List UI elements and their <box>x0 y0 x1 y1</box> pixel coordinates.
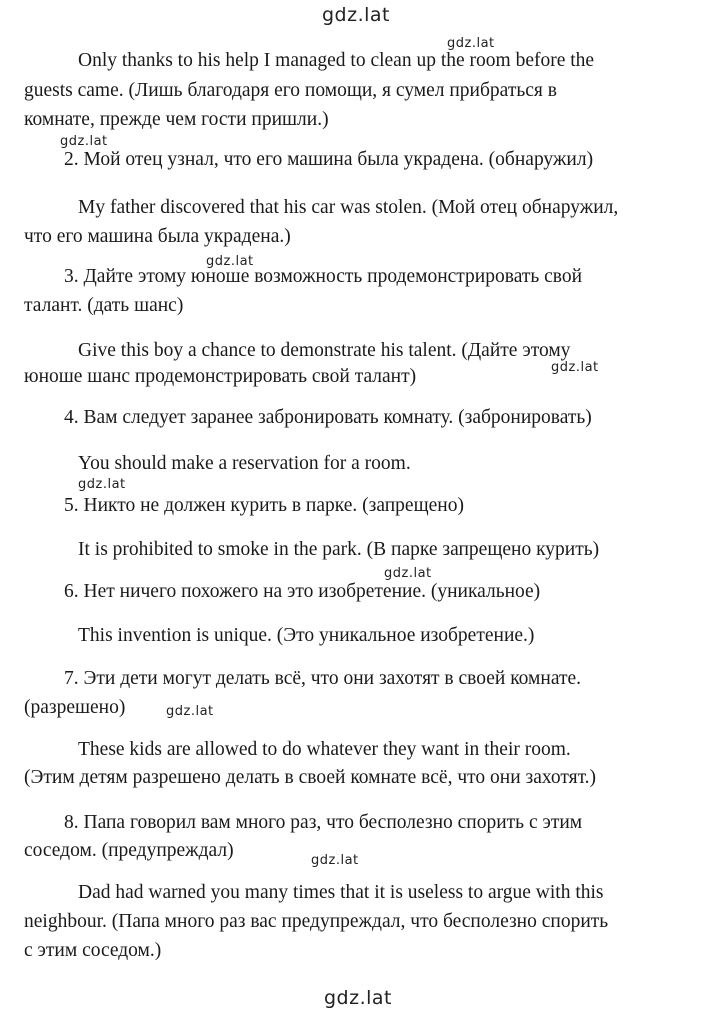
text-line: 6. Нет ничего похожего на это изобретение. (уникальное) <box>64 581 541 602</box>
text-line: 5. Никто не должен курить в парке. (запрещено) <box>64 495 464 516</box>
watermark-inline: gdz.lat <box>206 254 254 269</box>
text-line: guests came. (Лишь благодаря его помощи, я сумел прибраться в <box>24 80 557 101</box>
text-line: These kids are allowed to do whatever they want in their room. <box>78 739 571 760</box>
text-line: (разрешено) <box>24 697 126 718</box>
text-line: комнате, прежде чем гости пришли.) <box>24 109 329 130</box>
text-line: юноше шанс продемонстрировать свой талант) <box>24 366 417 387</box>
text-line: neighbour. (Папа много раз вас предупреждал, что бесполезно спорить <box>24 911 609 932</box>
text-line: талант. (дать шанс) <box>24 295 184 316</box>
text-line: с этим соседом.) <box>24 940 162 961</box>
text-line: 4. Вам следует заранее забронировать комнату. (забронировать) <box>64 407 592 428</box>
text-line: 8. Папа говорил вам много раз, что бесполезно спорить с этим <box>64 812 583 833</box>
watermark-inline: gdz.lat <box>384 566 432 581</box>
text-line: You should make a reservation for a room. <box>78 453 411 474</box>
text-line: Give this boy a chance to demonstrate his talent. (Дайте этому <box>78 340 571 361</box>
watermark-inline: gdz.lat <box>447 36 495 51</box>
watermark-inline: gdz.lat <box>166 704 214 719</box>
text-line: 3. Дайте этому юноше возможность продемонстрировать свой <box>64 266 583 287</box>
watermark-inline: gdz.lat <box>551 360 599 375</box>
text-line: It is prohibited to smoke in the park. (В парке запрещено курить) <box>78 539 600 560</box>
text-line: Dad had warned you many times that it is useless to argue with this <box>78 882 604 903</box>
text-line: что его машина была украдена.) <box>24 226 291 247</box>
watermark-inline: gdz.lat <box>60 134 108 149</box>
text-line: Only thanks to his help I managed to clean up the room before the <box>78 50 595 71</box>
watermark-top: gdz.lat <box>322 4 391 26</box>
text-line: 2. Мой отец узнал, что его машина была украдена. (обнаружил) <box>64 149 594 170</box>
text-line: соседом. (предупреждал) <box>24 840 234 861</box>
watermark-bottom: gdz.lat <box>324 987 393 1009</box>
text-line: 7. Эти дети могут делать всё, что они захотят в своей комнате. <box>64 668 582 689</box>
text-line: This invention is unique. (Это уникальное изобретение.) <box>78 625 535 646</box>
text-line: (Этим детям разрешено делать в своей комнате всё, что они захотят.) <box>24 767 597 788</box>
watermark-inline: gdz.lat <box>311 853 359 868</box>
watermark-inline: gdz.lat <box>78 477 126 492</box>
text-line: My father discovered that his car was stolen. (Мой отец обнаружил, <box>78 197 619 218</box>
